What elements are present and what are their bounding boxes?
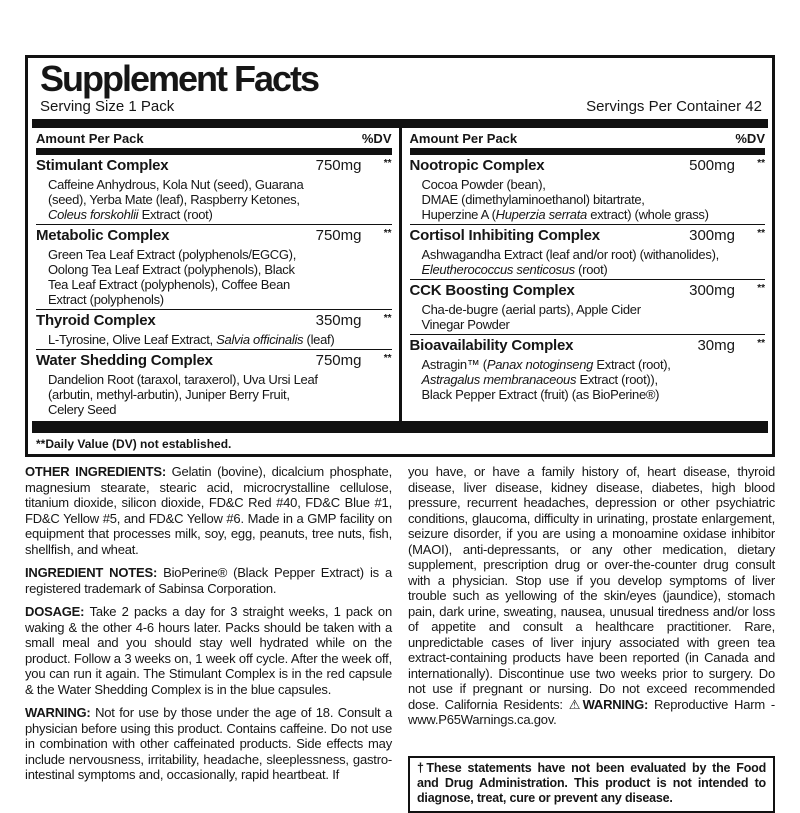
text-segment: L-Tyrosine, Olive Leaf Extract, [48, 332, 217, 347]
text-segment: Take 2 packs a day for 3 straight weeks, 1 pack on waking & the other 4-6 hours later. Packs should be taken with a small meal and you should stay well hydrated while on the product. Follow a 3 weeks on, 1 week off cycle. After the week off, you can run it again. The Stimulant Complex is in the red capsule & the Water Shedding Complex is in the blue capsules. [25, 604, 392, 697]
text-segment: Coleus forskohlii [48, 207, 139, 222]
servings-per-container: Servings Per Container 42 [586, 98, 762, 115]
complex-row [36, 311, 392, 332]
text-segment: Cocoa Powder (bean), [421, 177, 546, 192]
complex-dv-value: ** [757, 158, 765, 169]
text-segment: Not for use by those under the age of 18. Consult a physician before using this product. Contains caffeine. Do not use in combination with other caffeinated products. Side effects may include nervousness, irritability, headache, sleeplessness, gastro-intestinal symptoms and, occasionally, rapid heartbeat. If [25, 705, 392, 782]
text-segment: Dandelion Root (taraxol, taraxerol), Uva Ursi Leaf [48, 372, 318, 387]
text-segment: Huperzine A ( [421, 207, 496, 222]
complex-amount: 750mg [315, 227, 362, 244]
complex-section [410, 334, 766, 404]
text-segment: you have, or have a family history of, heart disease, thyroid disease, liver disease, kidney disease, diabetes, high blood pressure, recurrent headaches, depression or other psychiatric conditions, glaucoma, difficulty in urinating, prostate enlargement, seizure disorder, if you are using a monoamine oxidase inhibitor (MAOI), anti-depressants, or any other medication, dietary supplement, prescription drug or over-the-counter drug consult with a physician. Stop use if you develop symptoms of liver trouble such as yellowing of the skin/eyes (jaundice), stomach pain, dark urine, sweating, nausea, unusual tiredness and/or loss of appetite and consult a healthcare practitioner. Rare, unpredictable cases of liver injury associated with green tea extract-containing products have been reported (in Canada and internationally). Discontinue use two weeks prior to surgery. Do not use if pregnant or nursing. Do not exceed recommended dose. California Residents: [408, 464, 775, 712]
ingredient-line [410, 317, 766, 332]
complex-dv-value: ** [383, 158, 392, 169]
ingredient-line [36, 277, 392, 292]
text-segment: Black Pepper Extract (fruit) (as BioPerine®) [421, 387, 660, 402]
complex-section [36, 224, 392, 309]
ingredient-line [410, 207, 766, 222]
text-segment: Astragalus membranaceous [421, 372, 577, 387]
text-segment: (root) [574, 262, 608, 277]
text-segment: (seed), Yerba Mate (leaf), Raspberry Ketones, [48, 192, 300, 207]
ingredient-line [36, 207, 392, 222]
text-segment: DOSAGE: [25, 604, 90, 619]
serving-row [40, 97, 762, 119]
column-header-bar [36, 148, 392, 155]
column-header-bar [410, 148, 766, 155]
ingredient-line [410, 247, 766, 262]
text-segment: extract) (whole grass) [586, 207, 709, 222]
text-segment: INGREDIENT NOTES: [25, 565, 164, 580]
complex-name: Thyroid Complex [36, 312, 156, 329]
text-segment: Caffeine Anhydrous, Kola Nut (seed), Guarana [48, 177, 304, 192]
complex-name: Metabolic Complex [36, 227, 170, 244]
complex-amount: 350mg [315, 312, 362, 329]
panel-header [28, 58, 772, 119]
text-segment: Extract (root)), [576, 372, 658, 387]
ingredient-line [36, 247, 392, 262]
ingredient-line [410, 177, 766, 192]
complex-section [410, 224, 766, 279]
complex-amount: 750mg [315, 157, 362, 174]
ingredient-line [410, 262, 766, 277]
text-segment: Oolong Tea Leaf Extract (polyphenols), Black [48, 262, 295, 277]
complex-amount: 500mg [689, 157, 735, 174]
ingredient-line [410, 302, 766, 317]
panel-column-right [402, 128, 773, 421]
ingredient-line [36, 332, 392, 347]
complex-section [410, 279, 766, 334]
complex-section [36, 309, 392, 349]
panel-title: Supplement Facts [40, 58, 319, 99]
info-paragraphs-right [408, 464, 775, 728]
dosage-paragraph [25, 604, 392, 697]
complex-row [410, 226, 766, 247]
complex-row [36, 156, 392, 177]
complex-row [410, 336, 766, 357]
info-column-right [408, 464, 775, 813]
ingredient-line [36, 177, 392, 192]
text-segment: Panax notoginseng [486, 357, 594, 372]
thick-divider-bar-top [32, 119, 768, 128]
ingredient-line [410, 192, 766, 207]
complex-dv-value: ** [757, 338, 765, 349]
text-segment: Extract (polyphenols) [48, 292, 164, 307]
text-segment: Green Tea Leaf Extract (polyphenols/EGCG), [48, 247, 297, 262]
ingredient-line [36, 372, 392, 387]
panel-column-left [28, 128, 402, 421]
column-header [36, 128, 392, 148]
column-header [410, 128, 766, 148]
fda-disclaimer-box: †These statements have not been evaluated by the Food and Drug Administration. This product is not intended to diagnose, treat, cure or prevent any disease. [408, 756, 775, 813]
complex-dv-value: ** [383, 228, 392, 239]
ingredient-notes-paragraph [25, 565, 392, 596]
column-header-dv: %DV [735, 131, 765, 146]
text-segment: (leaf) [303, 332, 335, 347]
complex-name: Water Shedding Complex [36, 352, 213, 369]
info-column-left [25, 464, 392, 813]
info-paragraphs-left [25, 464, 392, 783]
complex-row [36, 226, 392, 247]
complex-amount: 30mg [697, 337, 735, 354]
supplement-facts-panel [25, 55, 775, 457]
complex-row [36, 351, 392, 372]
complex-dv-value: ** [383, 313, 392, 324]
ingredient-line [410, 387, 766, 402]
text-segment: ⚠WARNING: [568, 696, 649, 712]
text-segment: Celery Seed [48, 402, 117, 417]
text-segment: Tea Leaf Extract (polyphenols), Coffee Bean [48, 277, 290, 292]
text-segment: Astragin™ ( [421, 357, 487, 372]
text-segment: Extract (root), [593, 357, 671, 372]
complex-dv-value: ** [383, 353, 392, 364]
complex-amount: 300mg [689, 227, 735, 244]
ingredient-line [36, 262, 392, 277]
ingredient-line [410, 357, 766, 372]
dv-footnote: **Daily Value (DV) not established. [36, 437, 232, 451]
warning-continued-paragraph [408, 464, 775, 728]
warning-paragraph [25, 705, 392, 783]
other-ingredients-paragraph [25, 464, 392, 557]
thick-divider-bar-bottom [32, 421, 768, 433]
complex-row [410, 156, 766, 177]
text-segment: OTHER INGREDIENTS: [25, 464, 172, 479]
text-segment: DMAE (dimethylaminoethanol) bitartrate, [421, 192, 645, 207]
complex-row [410, 281, 766, 302]
text-segment: Gelatin (bovine), dicalcium phosphate, magnesium stearate, stearic acid, microcrystalline cellulose, titanium dioxide, silicon dioxide, FD&C Red #40, FD&C Blue #1, FD&C Yellow #5, and FD&C Yellow #6. Made in a GMP facility on equipment that processes milk, soy, egg, peanuts, tree nuts, fish, shellfish, and wheat. [25, 464, 392, 557]
panel-columns [28, 128, 772, 421]
ingredient-line [36, 387, 392, 402]
ingredient-line [410, 372, 766, 387]
text-segment: Salvia officinalis [216, 332, 304, 347]
complex-amount: 300mg [689, 282, 735, 299]
text-segment: Cha-de-bugre (aerial parts), Apple Cider [421, 302, 641, 317]
text-segment: Ashwagandha Extract (leaf and/or root) (withanolides), [421, 247, 719, 262]
complex-name: CCK Boosting Complex [409, 282, 575, 299]
column-header-amount: Amount Per Pack [409, 131, 518, 146]
complex-name: Nootropic Complex [409, 157, 545, 174]
complex-name: Bioavailability Complex [409, 337, 574, 354]
column-header-dv: %DV [361, 131, 392, 146]
column-header-amount: Amount Per Pack [36, 131, 144, 146]
complex-dv-value: ** [757, 283, 765, 294]
text-segment: WARNING: [25, 705, 96, 720]
complex-dv-value: ** [757, 228, 765, 239]
text-segment: Extract (root) [138, 207, 213, 222]
text-segment: Huperzia serrata [495, 207, 587, 222]
text-segment: Eleutherococcus senticosus [421, 262, 575, 277]
text-segment: Vinegar Powder [421, 317, 510, 332]
serving-size: Serving Size 1 Pack [40, 98, 175, 115]
complex-section [36, 349, 392, 419]
complex-section [36, 155, 392, 224]
ingredient-line [36, 402, 392, 417]
text-segment: BioPerine® (Black Pepper Extract) is a registered trademark of Sabinsa Corporation. [25, 565, 392, 596]
complex-amount: 750mg [315, 352, 362, 369]
complex-name: Cortisol Inhibiting Complex [409, 227, 600, 244]
ingredient-line [36, 292, 392, 307]
text-segment: (arbutin, methyl-arbutin), Juniper Berry Fruit, [48, 387, 290, 402]
ingredient-line [36, 192, 392, 207]
complex-section [410, 155, 766, 224]
info-section [25, 464, 775, 813]
complex-name: Stimulant Complex [36, 157, 169, 174]
text-segment: Reproductive Harm - www.P65Warnings.ca.gov. [408, 696, 775, 727]
